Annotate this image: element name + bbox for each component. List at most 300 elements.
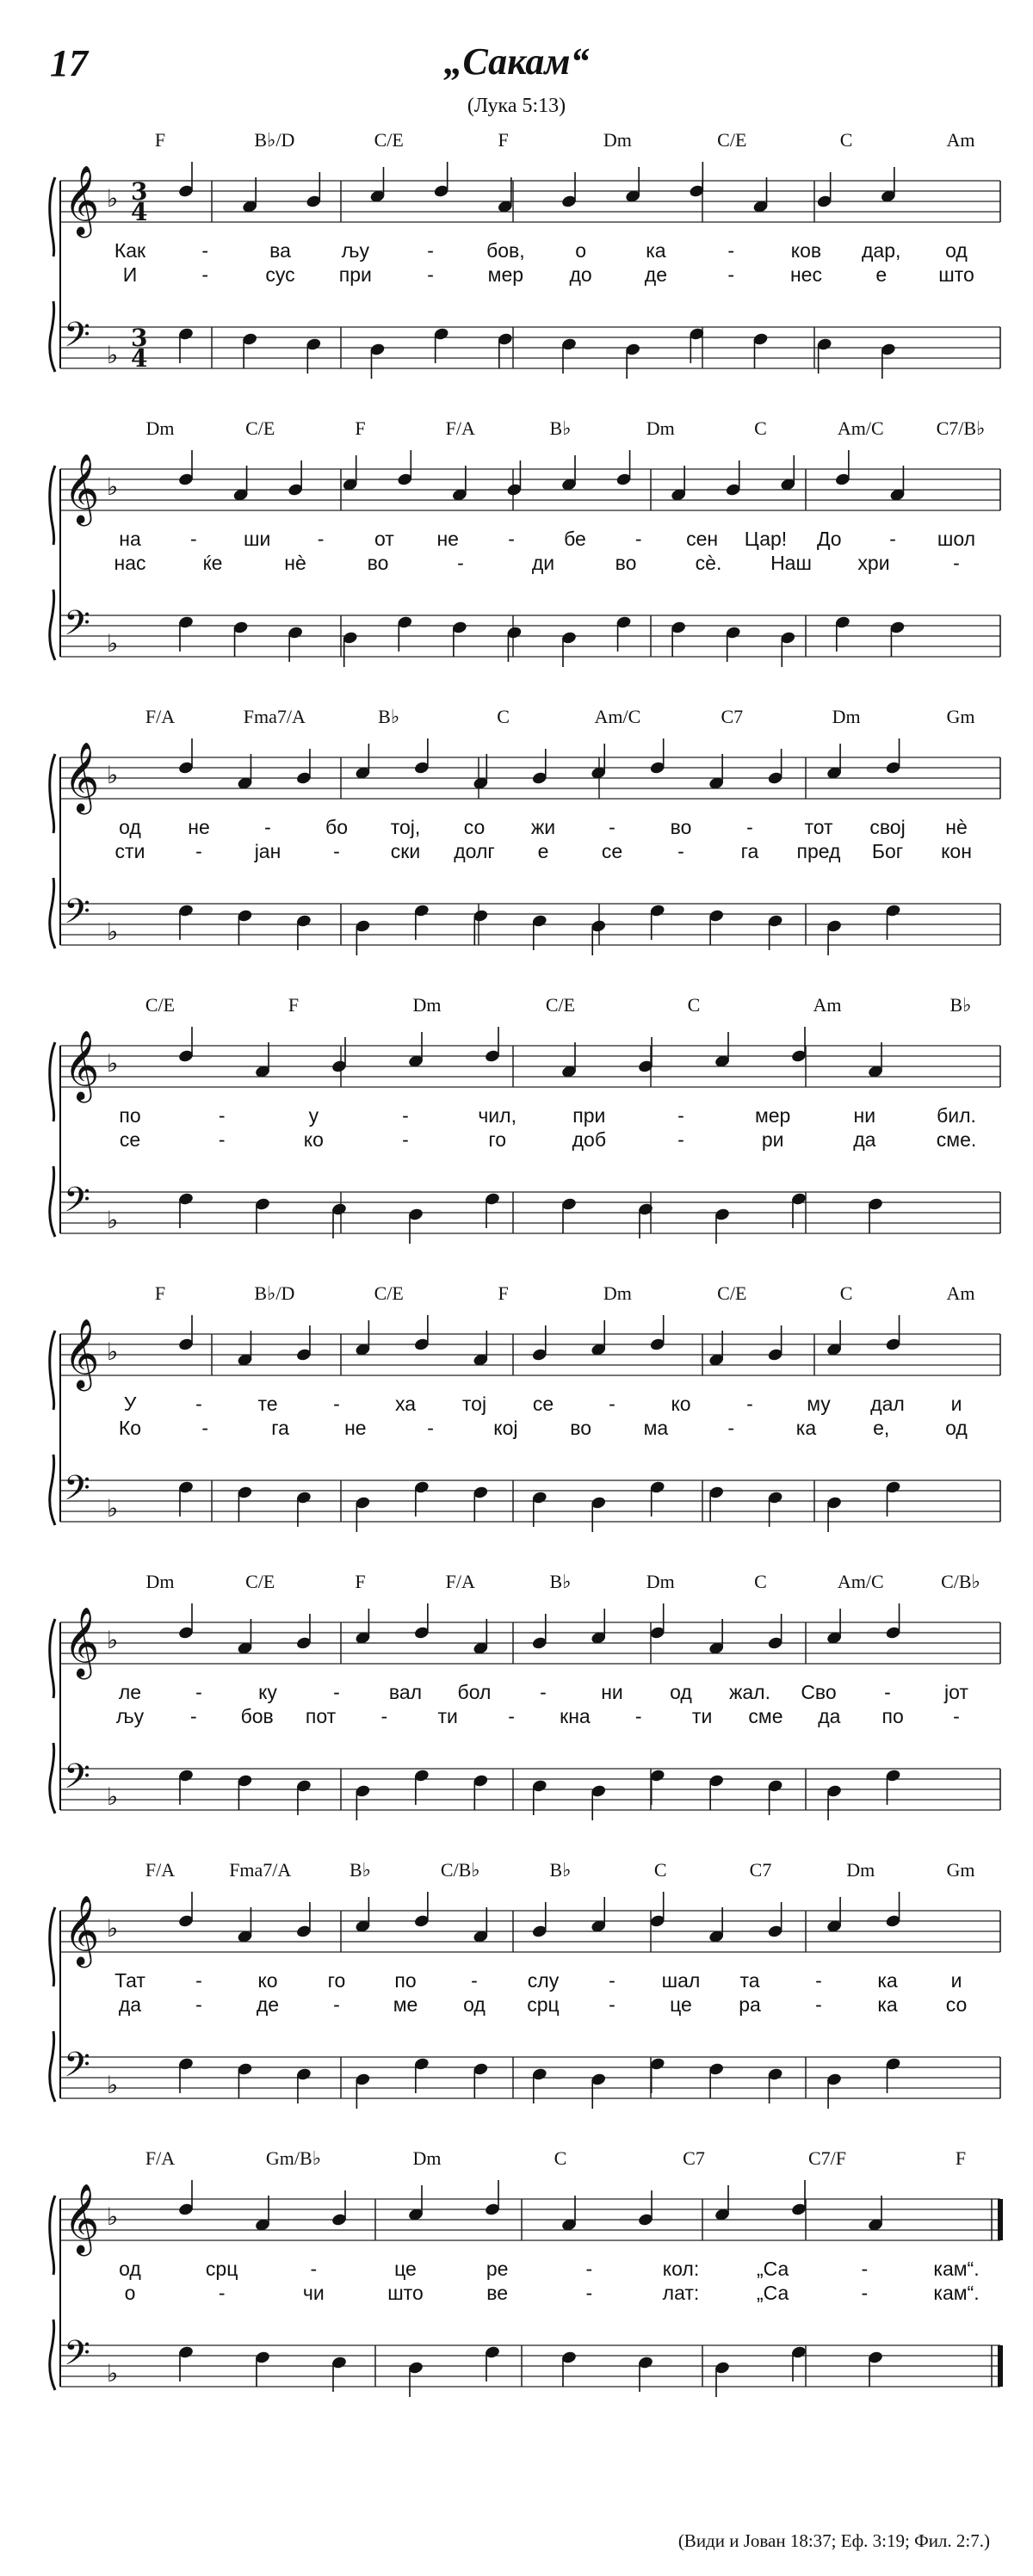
lyric-syllable: во	[570, 1417, 592, 1439]
lyric-syllable: нес	[789, 263, 822, 286]
lyric-syllable: не	[436, 528, 459, 550]
lyric-syllable: во	[615, 552, 637, 574]
flat-key-signature-icon: ♭	[107, 341, 119, 369]
treble-clef-icon: 𝄞	[64, 1606, 100, 1677]
lyric-syllable: кон	[941, 840, 972, 862]
lyric-syllable: кам“.	[933, 2258, 980, 2280]
lyric-syllable: сен	[686, 528, 719, 550]
chord-symbol: F	[154, 1282, 166, 1304]
lyric-syllable: му	[807, 1393, 831, 1415]
lyric-syllable: бол	[457, 1681, 492, 1703]
flat-key-signature-icon: ♭	[107, 1337, 119, 1366]
lyric-syllable: -	[190, 528, 197, 550]
chord-symbol: F/A	[445, 1571, 475, 1592]
lyric-syllable: -	[333, 1993, 340, 2016]
lyric-syllable: -	[953, 552, 960, 574]
lyric-syllable: што	[387, 2282, 424, 2304]
lyric-syllable: бил.	[937, 1104, 976, 1127]
chord-symbol: Am/C	[594, 706, 641, 727]
lyric-syllable: ку	[258, 1681, 277, 1703]
treble-clef-icon: 𝄞	[64, 164, 100, 235]
lyric-syllable: мер	[487, 263, 524, 286]
lyric-syllable: љу	[115, 1705, 145, 1727]
chord-symbol: Fma7/A	[229, 1859, 292, 1881]
flat-key-signature-icon: ♭	[107, 2071, 119, 2099]
lyric-syllable: де	[256, 1993, 280, 2016]
music-system	[48, 1859, 1004, 2134]
lyric-syllable: до	[569, 263, 592, 286]
flat-key-signature-icon: ♭	[107, 2202, 119, 2231]
lyric-syllable: -	[402, 1128, 409, 1151]
lyric-syllable: -	[195, 1393, 202, 1415]
lyric-syllable: да	[853, 1128, 876, 1151]
lyric-syllable: -	[380, 1705, 388, 1727]
lyric-syllable: од	[119, 2258, 141, 2280]
lyric-syllable: по	[881, 1705, 904, 1727]
lyric-syllable: ди	[531, 552, 555, 574]
lyric-syllable: кна	[560, 1705, 591, 1727]
chord-symbol: C/E	[145, 994, 176, 1016]
lyric-syllable: слу	[527, 1969, 560, 1992]
lyric-syllable: га	[271, 1417, 289, 1439]
lyric-syllable: -	[609, 1969, 615, 1992]
lyric-syllable: по	[394, 1969, 417, 1992]
lyric-syllable: -	[585, 2282, 593, 2304]
treble-staff	[60, 1606, 1000, 1679]
chord-symbol: Dm	[412, 994, 442, 1016]
lyric-syllable: на	[119, 528, 141, 550]
chord-symbol: Dm	[145, 417, 175, 439]
lyric-syllable: -	[195, 840, 202, 862]
lyric-syllable: -	[609, 1993, 615, 2016]
lyric-syllable: ти	[691, 1705, 713, 1727]
lyric-syllable: ре	[486, 2258, 509, 2280]
lyric-syllable: од	[670, 1681, 692, 1703]
lyric-syllable: љу	[341, 239, 369, 262]
lyric-syllable: е	[537, 840, 549, 862]
lyric-syllable: -	[201, 239, 209, 262]
lyric-syllable: од	[119, 816, 141, 838]
music-system	[48, 1571, 1004, 1846]
lyric-syllable: нѐ	[945, 816, 968, 838]
lyric-syllable: -	[190, 1705, 197, 1727]
flat-key-signature-icon: ♭	[107, 917, 119, 946]
treble-staff	[60, 1318, 1000, 1391]
chord-symbol: C	[839, 1282, 853, 1304]
lyric-syllable: -	[264, 816, 271, 838]
lyric-syllable: сѐ.	[695, 552, 722, 574]
flat-key-signature-icon: ♭	[107, 184, 119, 213]
chord-symbol: B♭	[949, 994, 972, 1016]
bass-clef-icon: 𝄢	[64, 1468, 90, 1517]
lyric-syllable: -	[310, 2258, 318, 2280]
flat-key-signature-icon: ♭	[107, 473, 119, 501]
lyric-syllable: да	[818, 1705, 841, 1727]
lyric-syllable: жал.	[729, 1681, 770, 1703]
chord-symbol: C/E	[545, 994, 576, 1016]
lyric-syllable: -	[585, 2258, 593, 2280]
lyric-syllable: се	[119, 1128, 141, 1151]
chord-symbol: C	[839, 129, 853, 151]
lyric-syllable: -	[402, 1104, 409, 1127]
bass-staff	[60, 1757, 1000, 1811]
bass-staff	[60, 2045, 1000, 2099]
lyric-syllable: да	[118, 1993, 142, 2016]
treble-staff	[60, 2183, 1000, 2256]
treble-staff	[60, 1894, 1000, 1968]
lyric-syllable: -	[609, 1393, 615, 1415]
lyric-syllable: -	[333, 840, 340, 862]
lyric-syllable: јот	[944, 1681, 968, 1703]
lyric-syllable: Как	[114, 239, 146, 262]
lyric-line-1	[48, 528, 1004, 553]
treble-staff	[60, 741, 1000, 814]
lyric-line-1	[48, 1969, 1004, 1995]
song-number: 17	[50, 42, 88, 84]
chord-symbol: C/E	[245, 417, 275, 439]
treble-clef-icon: 𝄞	[64, 741, 100, 812]
flat-key-signature-icon: ♭	[107, 1782, 119, 1811]
lyric-syllable: ни	[601, 1681, 623, 1703]
chord-symbol: C	[754, 417, 767, 439]
lyric-syllable: тот	[804, 816, 833, 838]
lyric-syllable: ка	[795, 1417, 817, 1439]
lyric-syllable: „Са	[756, 2282, 789, 2304]
lyric-line-1	[48, 2258, 1004, 2283]
lyric-syllable: бо	[325, 816, 348, 838]
lyric-syllable: -	[195, 1993, 202, 2016]
bass-clef-icon: 𝄢	[64, 603, 90, 652]
lyric-syllable: -	[727, 263, 735, 286]
chord-symbol: Am	[946, 129, 975, 151]
chord-symbol: F	[154, 129, 166, 151]
treble-staff	[60, 1029, 1000, 1103]
lyric-syllable: по	[119, 1104, 141, 1127]
lyric-syllable: -	[861, 2258, 869, 2280]
lyric-line-2	[48, 2282, 1004, 2307]
lyric-syllable: Ко	[118, 1417, 142, 1439]
chord-symbol: F	[498, 1282, 509, 1304]
chord-symbol: C	[554, 2147, 567, 2169]
chord-symbol: Gm	[946, 706, 975, 727]
lyric-syllable: ка	[646, 239, 666, 262]
lyric-syllable: га	[740, 840, 759, 862]
chord-symbol: Am/C	[837, 1571, 884, 1592]
lyric-syllable: бов,	[486, 239, 525, 262]
flat-key-signature-icon: ♭	[107, 1494, 119, 1523]
lyric-syllable: -	[201, 1417, 209, 1439]
chord-symbol: F/A	[145, 1859, 176, 1881]
chord-symbol: C	[754, 1571, 767, 1592]
chord-symbol: C7/F	[807, 2147, 847, 2169]
lyric-syllable: лат:	[662, 2282, 700, 2304]
flat-key-signature-icon: ♭	[107, 629, 119, 658]
lyric-syllable: „Са	[756, 2258, 789, 2280]
chord-symbol: Dm	[145, 1571, 175, 1592]
lyric-syllable: ха	[394, 1393, 417, 1415]
lyric-syllable: -	[201, 263, 209, 286]
time-signature-icon: 3	[131, 177, 148, 206]
lyric-line-2	[48, 1417, 1004, 1442]
lyric-syllable: нас	[114, 552, 146, 574]
lyric-syllable: це	[394, 2258, 417, 2280]
chord-symbol: F	[355, 1571, 366, 1592]
chord-symbol: B♭	[549, 1571, 572, 1592]
music-system	[48, 1282, 1004, 1558]
lyric-syllable: ко	[671, 1393, 691, 1415]
lyric-syllable: го	[327, 1969, 346, 1992]
chord-symbol: Dm	[646, 417, 675, 439]
bass-staff	[60, 315, 1000, 373]
flat-key-signature-icon: ♭	[107, 2359, 119, 2388]
lyric-syllable: и	[950, 1969, 962, 1992]
music-system	[48, 417, 1004, 693]
bass-staff	[60, 1180, 1000, 1234]
chord-symbol: Am/C	[837, 417, 884, 439]
lyric-syllable: чи	[302, 2282, 325, 2304]
lyric-syllable: ти	[437, 1705, 458, 1727]
lyric-syllable: срц	[205, 2258, 238, 2280]
lyric-syllable: -	[884, 1681, 891, 1703]
lyric-syllable: Тат	[114, 1969, 145, 1992]
lyric-syllable: тој	[461, 1393, 487, 1415]
lyric-syllable: со	[463, 816, 486, 838]
lyric-line-1	[48, 239, 1004, 265]
lyric-syllable: ри	[761, 1128, 784, 1151]
lyric-syllable: ши	[244, 528, 271, 550]
lyric-syllable: -	[889, 528, 896, 550]
lyric-syllable: -	[634, 528, 642, 550]
chord-symbol: Dm	[646, 1571, 675, 1592]
flat-key-signature-icon: ♭	[107, 1914, 119, 1943]
footer-references: (Види и Јован 18:37; Еф. 3:19; Фил. 2:7.)	[677, 2530, 990, 2551]
lyric-syllable: дар,	[862, 239, 901, 262]
lyric-line-2	[48, 263, 1004, 289]
lyric-syllable: не	[344, 1417, 367, 1439]
lyric-syllable: -	[218, 1104, 226, 1127]
lyric-syllable: ра	[739, 1993, 761, 2016]
chord-symbol: B♭/D	[254, 129, 295, 151]
song-title: „Сакам“	[443, 40, 590, 83]
lyric-syllable: ко	[303, 1128, 324, 1151]
lyric-syllable: ве	[486, 2282, 509, 2304]
lyric-syllable: -	[677, 1104, 684, 1127]
lyric-syllable: ни	[853, 1104, 876, 1127]
lyric-syllable: кам“.	[933, 2282, 980, 2304]
lyric-syllable: -	[317, 528, 325, 550]
lyric-syllable: -	[427, 239, 434, 262]
chord-symbol: B♭/D	[254, 1282, 295, 1304]
lyric-syllable: што	[938, 263, 974, 286]
lyric-syllable: ков	[790, 239, 822, 262]
lyric-syllable: ќе	[202, 552, 223, 574]
chord-symbol: Am	[946, 1282, 975, 1304]
lyric-syllable: от	[374, 528, 394, 550]
lyric-syllable: е	[875, 263, 888, 286]
chord-symbol: Dm	[846, 1859, 875, 1881]
lyric-syllable: од	[463, 1993, 486, 2016]
lyric-syllable: -	[727, 1417, 735, 1439]
chord-symbol: F/A	[445, 417, 475, 439]
chord-symbol: C	[687, 994, 701, 1016]
lyric-syllable: -	[508, 1705, 515, 1727]
chord-symbol: B♭	[549, 1859, 572, 1881]
lyric-syllable: -	[195, 1681, 202, 1703]
lyric-syllable: о	[124, 2282, 136, 2304]
lyric-syllable: -	[333, 1393, 340, 1415]
lyric-syllable: кој	[493, 1417, 518, 1439]
lyric-syllable: шал	[661, 1969, 701, 1992]
lyric-syllable: шол	[937, 528, 976, 550]
lyric-syllable: -	[427, 1417, 434, 1439]
lyric-syllable: сти	[114, 840, 145, 862]
chord-symbol: Am	[813, 994, 842, 1016]
lyric-syllable: доб	[572, 1128, 607, 1151]
chord-symbol: C/E	[245, 1571, 275, 1592]
flat-key-signature-icon: ♭	[107, 1626, 119, 1654]
chord-symbol: Dm	[603, 1282, 632, 1304]
lyric-syllable: До	[816, 528, 842, 550]
chord-symbol: C/B♭	[941, 1571, 980, 1592]
lyric-syllable: Наш	[770, 552, 812, 574]
flat-key-signature-icon: ♭	[107, 761, 119, 789]
chord-symbol: F/A	[145, 2147, 176, 2169]
treble-staff	[60, 164, 1000, 238]
lyric-syllable: -	[195, 1969, 202, 1992]
lyric-syllable: -	[677, 840, 684, 862]
lyric-syllable: -	[815, 1993, 822, 2016]
bass-clef-icon: 𝄢	[64, 2045, 90, 2093]
music-system	[48, 2147, 1004, 2423]
lyric-syllable: -	[427, 263, 434, 286]
lyric-syllable: вал	[388, 1681, 423, 1703]
music-system	[48, 706, 1004, 981]
chord-symbol: C/E	[717, 1282, 747, 1304]
lyric-syllable: во	[670, 816, 692, 838]
lyric-syllable: мер	[754, 1104, 791, 1127]
lyric-syllable: бе	[564, 528, 586, 550]
bass-staff	[60, 1468, 1000, 1523]
lyric-syllable: не	[188, 816, 210, 838]
treble-staff	[60, 453, 1000, 526]
lyric-line-1	[48, 1393, 1004, 1418]
lyric-syllable: -	[677, 1128, 684, 1151]
chord-symbol: Gm/B♭	[265, 2147, 322, 2169]
lyric-syllable: ка	[877, 1993, 898, 2016]
lyric-syllable: срц	[527, 1993, 560, 2016]
lyric-syllable: ски	[390, 840, 421, 862]
lyric-syllable: долг	[454, 840, 495, 862]
chord-symbol: Dm	[412, 2147, 442, 2169]
chord-symbol: C/B♭	[440, 1859, 480, 1881]
lyric-syllable: Сво	[801, 1681, 837, 1703]
lyric-line-1	[48, 1681, 1004, 1707]
lyric-line-2	[48, 1128, 1004, 1154]
chord-symbol: C7/B♭	[936, 417, 986, 439]
time-signature-icon: 4	[131, 344, 148, 373]
lyric-syllable: тој,	[390, 816, 421, 838]
bass-staff	[60, 2333, 1000, 2388]
lyric-syllable: пред	[796, 840, 841, 862]
bass-clef-icon: 𝄢	[64, 2333, 90, 2381]
lyric-syllable: та	[739, 1969, 760, 1992]
bass-clef-icon: 𝄢	[64, 1180, 90, 1228]
lyric-syllable: од	[945, 239, 968, 262]
lyric-syllable: при	[572, 1104, 606, 1127]
lyric-syllable: ле	[118, 1681, 142, 1703]
chord-symbol: F	[955, 2147, 967, 2169]
lyric-syllable: дал	[870, 1393, 905, 1415]
lyric-line-2	[48, 1993, 1004, 2019]
lyric-syllable: пот	[305, 1705, 337, 1727]
lyric-syllable: -	[218, 1128, 226, 1151]
lyric-syllable: -	[609, 816, 615, 838]
lyric-syllable: це	[670, 1993, 692, 2016]
lyric-syllable: го	[488, 1128, 506, 1151]
lyric-syllable: -	[815, 1969, 822, 1992]
chord-symbol: Gm	[946, 1859, 975, 1881]
chord-symbol: C/E	[717, 129, 747, 151]
lyric-syllable: ка	[877, 1969, 898, 1992]
chord-symbol: C	[497, 706, 510, 727]
lyric-syllable: ко	[257, 1969, 278, 1992]
chord-symbol: Dm	[603, 129, 632, 151]
lyric-syllable: е,	[873, 1417, 890, 1439]
lyric-line-2	[48, 552, 1004, 578]
chord-symbol: F	[355, 417, 366, 439]
lyric-syllable: сме	[748, 1705, 783, 1727]
lyric-syllable: -	[508, 528, 515, 550]
chord-symbol: Fma7/A	[243, 706, 306, 727]
lyric-syllable: -	[218, 2282, 226, 2304]
bass-clef-icon: 𝄢	[64, 315, 90, 363]
treble-clef-icon: 𝄞	[64, 1318, 100, 1388]
lyric-syllable: со	[945, 1993, 968, 2016]
chord-symbol: F/A	[145, 706, 176, 727]
chord-symbol: C	[653, 1859, 667, 1881]
lyric-syllable: -	[746, 816, 753, 838]
lyric-syllable: ме	[393, 1993, 418, 2016]
scripture-reference: (Лука 5:13)	[467, 95, 566, 117]
chord-symbol: C/E	[374, 1282, 404, 1304]
music-system	[48, 129, 1004, 405]
lyric-line-2	[48, 840, 1004, 866]
lyric-syllable: бов	[240, 1705, 274, 1727]
lyric-syllable: И	[122, 263, 138, 286]
lyric-syllable: жи	[530, 816, 556, 838]
lyric-syllable: -	[457, 552, 464, 574]
lyric-syllable: ма	[643, 1417, 669, 1439]
chord-symbol: C7	[749, 1859, 772, 1881]
lyric-syllable: во	[367, 552, 389, 574]
lyric-syllable: -	[471, 1969, 478, 1992]
lyric-syllable: -	[540, 1681, 547, 1703]
lyric-line-1	[48, 816, 1004, 842]
chord-symbol: B♭	[549, 417, 572, 439]
lyric-syllable: сус	[265, 263, 295, 286]
lyric-syllable: чил,	[478, 1104, 516, 1127]
lyric-syllable: -	[746, 1393, 753, 1415]
lyric-syllable: -	[861, 2282, 869, 2304]
lyric-syllable: о	[575, 239, 587, 262]
lyric-syllable: ва	[269, 239, 291, 262]
chord-symbol: F	[288, 994, 300, 1016]
lyric-syllable: -	[634, 1705, 642, 1727]
lyric-syllable: Цар!	[744, 528, 788, 550]
bass-clef-icon: 𝄢	[64, 892, 90, 940]
lyric-syllable: од	[945, 1417, 968, 1439]
time-signature-icon: 3	[131, 324, 148, 352]
